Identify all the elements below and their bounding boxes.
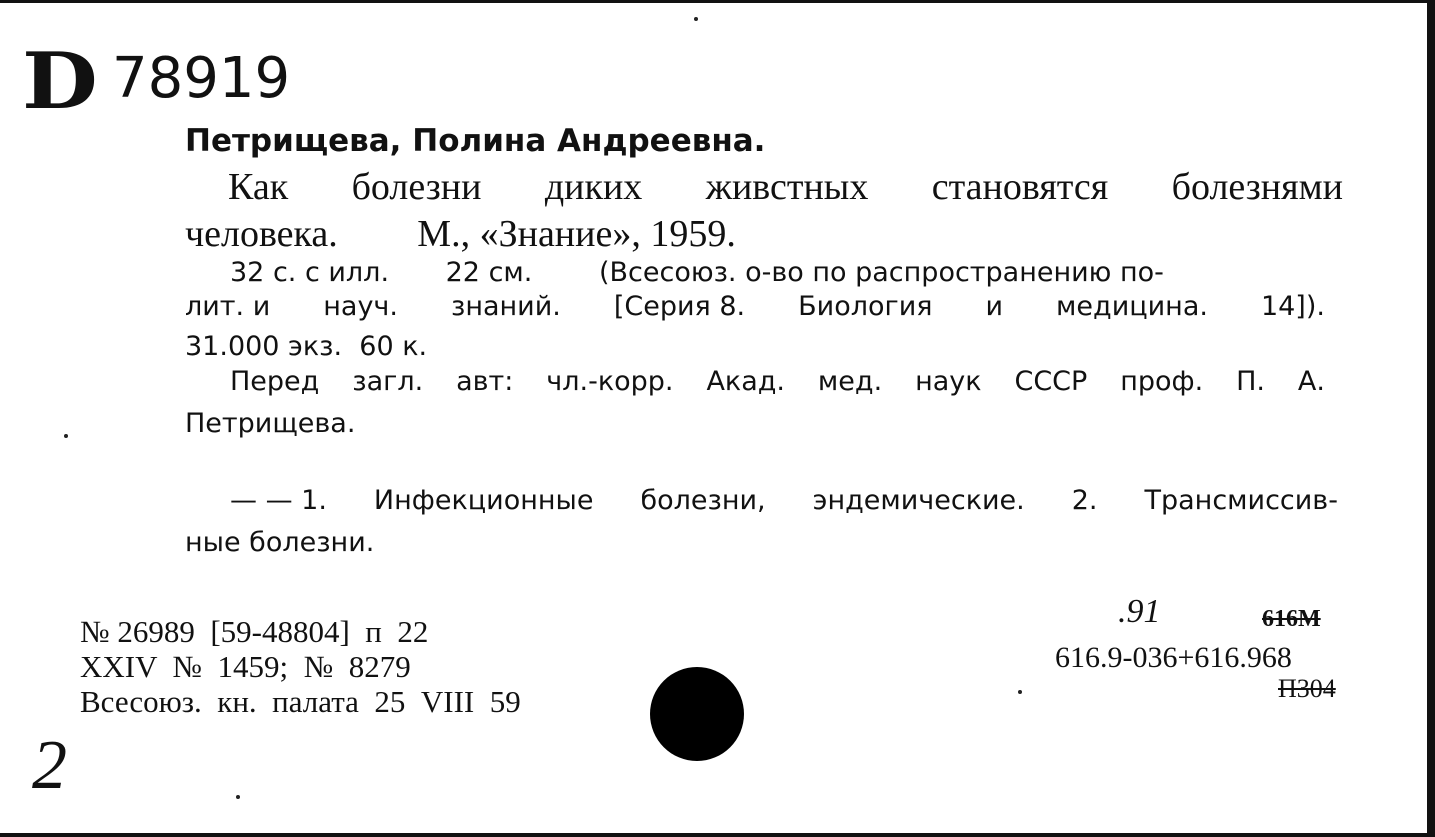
- udc-classification: 616.9-036+616.968: [1055, 641, 1292, 674]
- imprint: М., «Знание», 1959.: [417, 213, 736, 255]
- call-letter: D: [22, 36, 98, 127]
- word: наук: [915, 366, 982, 397]
- word: Акад.: [706, 366, 786, 397]
- word: медицина.: [1056, 291, 1208, 322]
- word: 2.: [1071, 485, 1098, 516]
- word: болезни,: [640, 485, 766, 516]
- word: и: [985, 291, 1004, 322]
- word: болезнями: [1171, 166, 1343, 208]
- collation-line-3: 31.000 экз. 60 к.: [185, 331, 428, 362]
- word: чл.-корр.: [546, 366, 674, 397]
- struck-code: 616M: [1262, 606, 1321, 632]
- word: Как: [228, 166, 289, 208]
- collation-line-2: [185, 293, 1325, 320]
- struck-index: П304: [1278, 674, 1336, 703]
- word: — — 1.: [230, 485, 327, 516]
- word: Трансмиссив-: [1144, 485, 1338, 516]
- word: П.: [1236, 366, 1265, 397]
- size: 22 см.: [445, 257, 533, 288]
- handwritten-number: 2: [32, 727, 67, 804]
- pages: 32 с. с илл.: [230, 257, 390, 288]
- word: эндемические.: [812, 485, 1025, 516]
- registration-line-3: Всесоюз. кн. палата 25 VIII 59: [80, 684, 521, 719]
- word: загл.: [352, 366, 424, 397]
- author-heading: Петрищева, Полина Андреевна.: [185, 123, 766, 159]
- speck: [236, 795, 240, 799]
- word: лит. и: [185, 291, 271, 322]
- subjects-line-1: [230, 487, 1338, 514]
- word: Биология: [798, 291, 933, 322]
- word: А.: [1297, 366, 1325, 397]
- word: болезни: [351, 166, 482, 208]
- note-line-2: Петрищева.: [185, 408, 356, 439]
- word: СССР: [1014, 366, 1088, 397]
- word: 14]).: [1260, 291, 1325, 322]
- word: Перед: [230, 366, 320, 397]
- word: проф.: [1120, 366, 1204, 397]
- word: авт:: [456, 366, 514, 397]
- note-line-1: [230, 368, 1325, 395]
- handwritten-mark: .91: [1118, 593, 1161, 630]
- word: человека.: [185, 213, 338, 255]
- word: [Серия 8.: [613, 291, 746, 322]
- series-note: (Всесоюз. о-во по распространению по-: [598, 257, 1164, 288]
- word: диких: [544, 166, 643, 208]
- speck: [1018, 690, 1022, 694]
- subjects-line-2: ные болезни.: [185, 527, 375, 558]
- call-number: 78919: [112, 46, 291, 111]
- word: живстных: [705, 166, 869, 208]
- speck: [694, 17, 698, 21]
- collation-line-1: [230, 259, 1164, 286]
- speck: [64, 434, 68, 438]
- word: знаний.: [450, 291, 561, 322]
- punch-hole: [650, 667, 744, 761]
- registration-line-1: № 26989 [59-48804] п 22: [80, 614, 429, 649]
- word: Инфекционные: [373, 485, 594, 516]
- word: становятся: [931, 166, 1109, 208]
- title-line-1: [228, 168, 1343, 206]
- title-line-2: [185, 215, 736, 253]
- word: мед.: [817, 366, 883, 397]
- word: науч.: [323, 291, 398, 322]
- registration-line-2: XXIV № 1459; № 8279: [80, 649, 411, 684]
